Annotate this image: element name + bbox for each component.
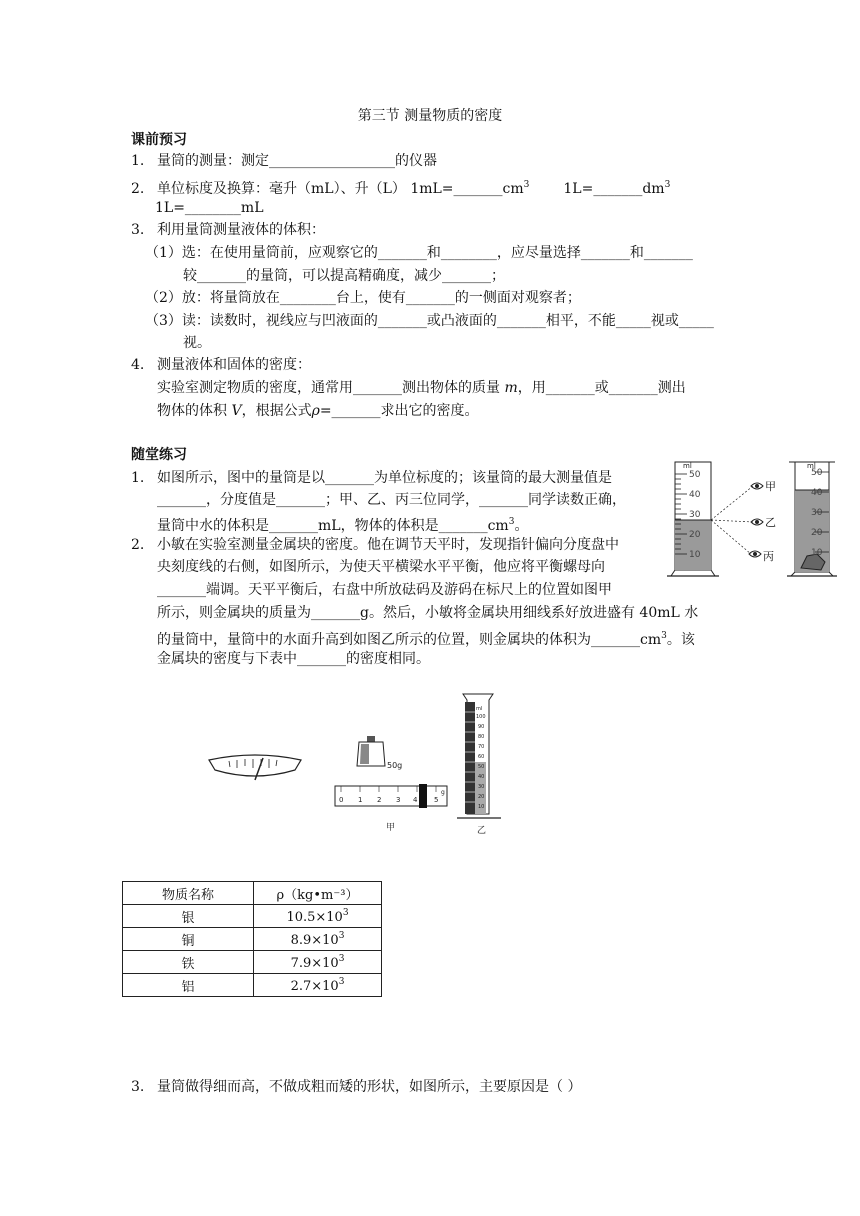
table-row bbox=[123, 905, 382, 928]
figure-label-yi: 乙 bbox=[477, 826, 487, 836]
tick-label: 10 bbox=[811, 548, 823, 558]
table-row bbox=[123, 974, 382, 997]
question-number: 1. bbox=[131, 470, 145, 486]
symbol-rho: ρ bbox=[311, 403, 320, 419]
observer-label: 乙 bbox=[765, 516, 776, 529]
tick-label: 50 bbox=[811, 468, 823, 478]
cylinder-left bbox=[667, 462, 719, 576]
cylinder-yi bbox=[457, 694, 501, 818]
text: 小敏在实验室测量金属块的密度。他在调节天平时，发现指针偏向分度盘中 bbox=[157, 537, 619, 553]
section-heading-practice: 随堂练习 bbox=[131, 447, 187, 463]
superscript: 3 bbox=[664, 180, 671, 190]
preview-question-4-line1 bbox=[157, 378, 686, 398]
column-header: 物质名称 bbox=[123, 882, 254, 905]
question-text: 量筒的测量：测定__________________的仪器 bbox=[157, 153, 437, 169]
superscript: 3 bbox=[338, 976, 345, 987]
preview-question-2 bbox=[131, 175, 670, 199]
table-cell: 铝 bbox=[123, 974, 254, 997]
cylinder-unit: ml bbox=[683, 462, 692, 470]
preview-question-3 bbox=[131, 220, 325, 240]
cylinder-unit: ml bbox=[807, 462, 816, 470]
balance-dial bbox=[209, 755, 301, 780]
symbol-v: V bbox=[231, 403, 242, 419]
observer-label: 丙 bbox=[763, 550, 774, 563]
ruler-tick: 2 bbox=[377, 796, 382, 804]
tick-label: 30 bbox=[811, 508, 823, 518]
text: 量筒中水的体积是_______mL，物体的体积是_______cm bbox=[157, 518, 509, 534]
tick-label: 60 bbox=[478, 754, 485, 760]
table-row bbox=[123, 928, 382, 951]
tick-label: 40 bbox=[811, 488, 823, 498]
cylinder-reading-figure bbox=[665, 456, 845, 586]
preview-question-3-read-cont: 视。 bbox=[183, 335, 211, 351]
table-header-row bbox=[123, 882, 382, 905]
text: 如图所示，图中的量筒是以_______为单位标度的；该量筒的最大测量值是 bbox=[157, 470, 612, 486]
table-cell bbox=[254, 928, 382, 951]
tick-label: 20 bbox=[478, 794, 485, 800]
symbol-m: m bbox=[504, 380, 518, 396]
table-cell: 铜 bbox=[123, 928, 254, 951]
superscript: 3 bbox=[508, 517, 515, 527]
practice-question-2-line3: _______端调。天平平衡后，右盘中所放砝码及游码在标尺上的位置如图甲 bbox=[157, 582, 612, 598]
practice-question-2-line6: 金属块的密度与下表中_______的密度相同。 bbox=[157, 651, 430, 667]
practice-question-2-line5 bbox=[157, 626, 695, 650]
rider bbox=[419, 784, 427, 808]
practice-question-1-line2: _______，分度值是_______；甲、乙、丙三位同学，_______同学读数正确， bbox=[157, 492, 626, 508]
superscript: 3 bbox=[523, 180, 530, 190]
cylinder-right bbox=[787, 462, 837, 576]
tick-label: 30 bbox=[478, 784, 485, 790]
figure-label-jia: 甲 bbox=[386, 823, 396, 833]
tick-label: 10 bbox=[478, 804, 485, 810]
table-row bbox=[123, 951, 382, 974]
text: 物体的体积 bbox=[157, 403, 232, 419]
text: 的量筒中，量筒中的水面升高到如图乙所示的位置，则金属块的体积为_______cm bbox=[157, 632, 662, 648]
superscript: 3 bbox=[338, 953, 345, 964]
value: 2.7×10 bbox=[290, 978, 339, 994]
table-cell bbox=[254, 951, 382, 974]
text: =_______求出它的密度。 bbox=[319, 403, 479, 419]
practice-question-2-line2: 央刻度线的右侧，如图所示，为使天平横梁水平平衡，他应将平衡螺母向 bbox=[157, 559, 605, 575]
page-title: 第三节 测量物质的密度 bbox=[357, 108, 503, 124]
preview-question-3-place: （2）放：将量筒放在________台上，使有_______的一侧面对观察者； bbox=[145, 290, 581, 306]
density-table bbox=[122, 881, 382, 997]
text: 实验室测定物质的密度，通常用_______测出物体的质量 bbox=[157, 380, 505, 396]
ruler-tick: 4 bbox=[413, 796, 418, 804]
tick-label: 50 bbox=[478, 764, 485, 770]
rider-scale bbox=[335, 784, 447, 808]
text: 。 bbox=[514, 518, 529, 534]
text: 。该 bbox=[666, 632, 695, 648]
preview-question-3-select: （1）选：在使用量筒前，应观察它的_______和________，应尽量选择_______和_______ bbox=[145, 245, 693, 261]
weight-label: 50g bbox=[387, 761, 403, 770]
tick-label: 40 bbox=[689, 490, 701, 500]
tick-label: 100 bbox=[476, 714, 486, 720]
text: ，用_______或_______测出 bbox=[517, 380, 686, 396]
tick-label: 30 bbox=[689, 510, 701, 520]
cylinder-unit: ml bbox=[476, 706, 483, 712]
value: 10.5×10 bbox=[286, 909, 343, 925]
tick-label: 20 bbox=[811, 528, 823, 538]
tick-label: 90 bbox=[478, 724, 485, 730]
table-cell bbox=[254, 974, 382, 997]
preview-question-1 bbox=[131, 151, 437, 171]
preview-question-4-line2 bbox=[157, 401, 479, 421]
superscript: 3 bbox=[661, 631, 667, 641]
practice-question-2 bbox=[131, 535, 619, 555]
ruler-tick: 0 bbox=[339, 796, 344, 804]
question-text-a: 单位标度及换算：毫升（mL）、升（L） 1mL=_______cm bbox=[157, 181, 524, 197]
tick-label: 70 bbox=[478, 744, 485, 750]
tick-label: 80 bbox=[478, 734, 485, 740]
observer-label: 甲 bbox=[765, 480, 776, 493]
question-text: 量筒做得细而高，不做成粗而矮的形状，如图所示，主要原因是（ ） bbox=[157, 1079, 582, 1095]
superscript: 3 bbox=[338, 930, 345, 941]
table-cell: 铁 bbox=[123, 951, 254, 974]
question-text: 利用量筒测量液体的体积： bbox=[157, 222, 325, 238]
practice-question-2-line4: 所示，则金属块的质量为_______g。然后，小敏将金属块用细线系好放进盛有 40mL 水 bbox=[157, 605, 699, 621]
question-number: 1. bbox=[131, 153, 145, 169]
practice-question-1-line3 bbox=[157, 512, 528, 536]
superscript: 3 bbox=[342, 907, 349, 918]
tick-label: 10 bbox=[689, 550, 701, 560]
question-text: 测量液体和固体的密度： bbox=[157, 357, 311, 373]
ruler-unit: g bbox=[441, 789, 445, 796]
question-number: 3. bbox=[131, 222, 145, 238]
column-header: ρ（kg•m⁻³） bbox=[254, 882, 382, 905]
preview-question-3-read: （3）读：读数时，视线应与凹液面的_______或凸液面的_______相平，不能_____视或_____ bbox=[145, 313, 714, 329]
table-cell bbox=[254, 905, 382, 928]
balance-measurement-figure bbox=[205, 690, 505, 838]
ruler-tick: 5 bbox=[434, 796, 439, 804]
value: 7.9×10 bbox=[290, 955, 339, 971]
preview-question-2-line2: 1L=________mL bbox=[155, 200, 264, 216]
table-cell: 银 bbox=[123, 905, 254, 928]
ruler-tick: 3 bbox=[396, 796, 401, 804]
question-number: 2. bbox=[131, 181, 145, 197]
question-number: 2. bbox=[131, 537, 145, 553]
preview-question-4 bbox=[131, 355, 311, 375]
text: ，根据公式 bbox=[241, 403, 312, 419]
tick-label: 40 bbox=[478, 774, 485, 780]
question-number: 3. bbox=[131, 1079, 145, 1095]
section-heading-preview: 课前预习 bbox=[131, 132, 187, 148]
tick-label: 50 bbox=[689, 470, 701, 480]
question-number: 4. bbox=[131, 357, 145, 373]
value: 8.9×10 bbox=[290, 932, 339, 948]
preview-question-3-select-cont: 较_______的量筒，可以提高精确度，减少_______； bbox=[183, 268, 505, 284]
practice-question-1 bbox=[131, 468, 612, 488]
ruler-tick: 1 bbox=[358, 796, 363, 804]
practice-question-3 bbox=[131, 1077, 581, 1097]
question-text-b: 1L=_______dm bbox=[563, 181, 665, 197]
tick-label: 20 bbox=[689, 530, 701, 540]
weight-icon bbox=[357, 736, 385, 766]
